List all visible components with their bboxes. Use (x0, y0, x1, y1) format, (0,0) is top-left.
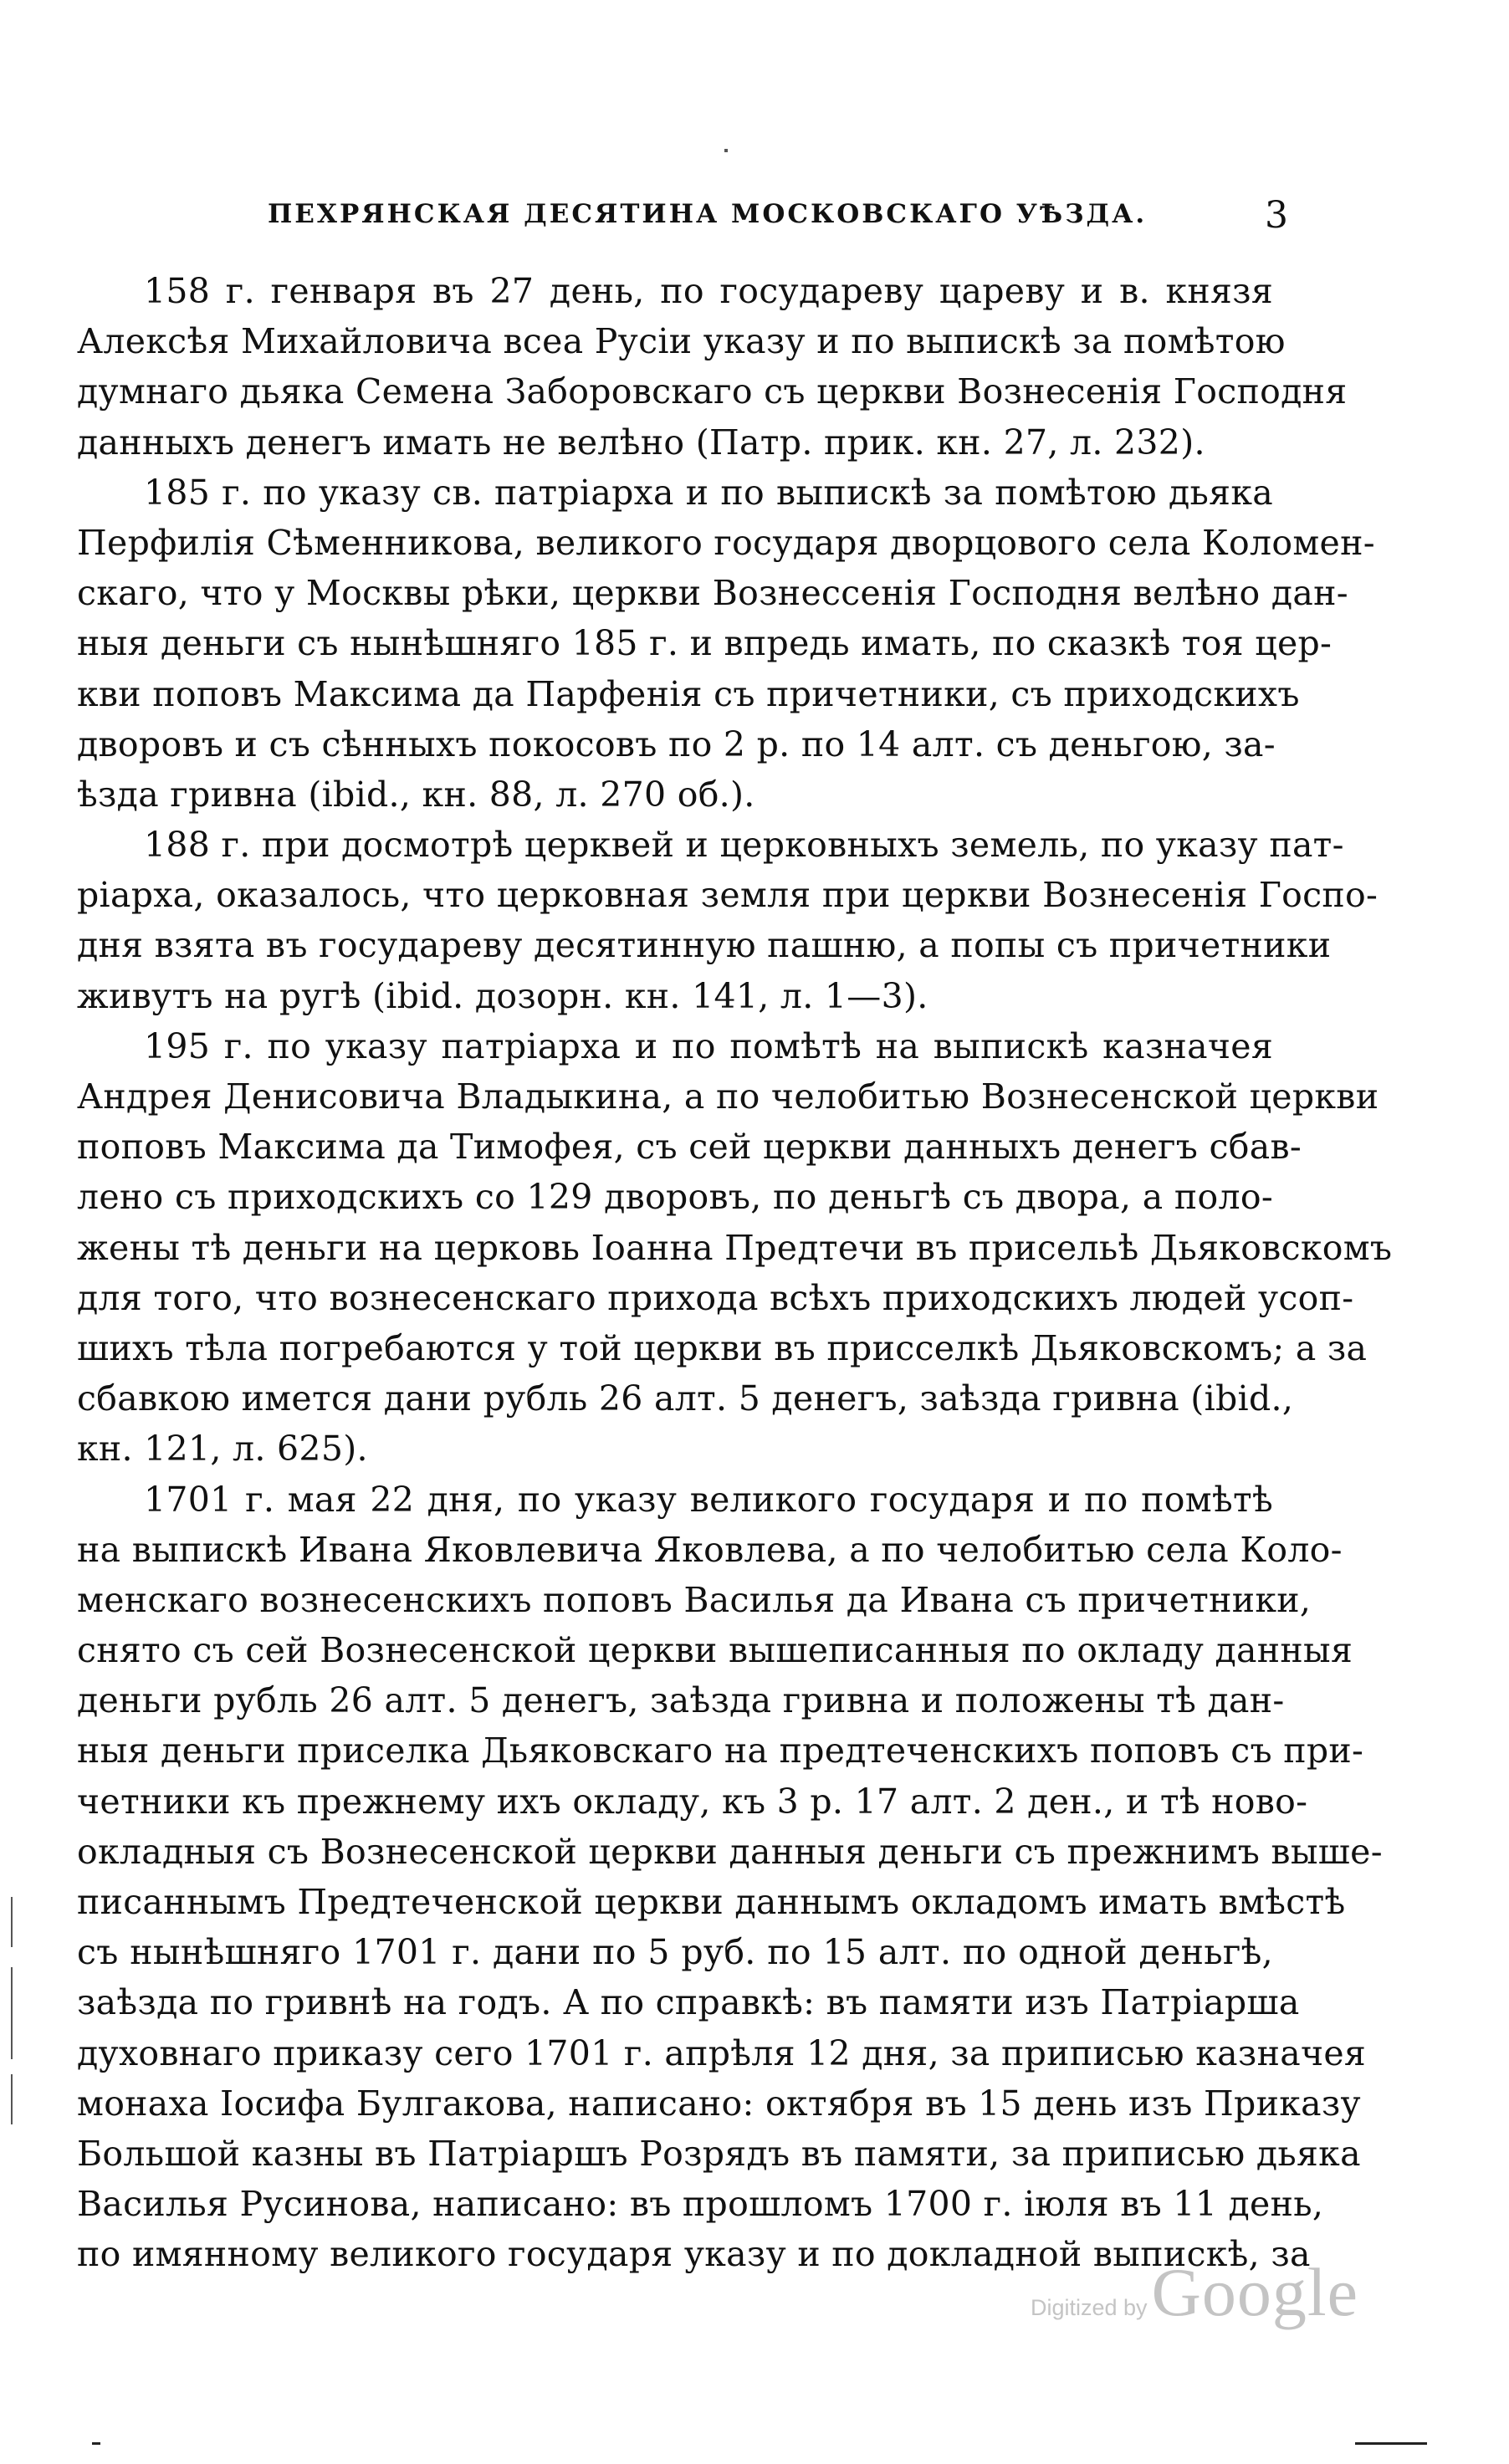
text-line: Алексѣя Михайловича всеа Русіи указу и по выпискѣ за помѣтою (77, 321, 1286, 362)
text-line: съ нынѣшняго 1701 г. дани по 5 руб. по 15 алт. по одной деньгѣ, (77, 1932, 1273, 1973)
text-line: ѣзда гривна (ibid., кн. 88, л. 270 об.). (77, 774, 755, 815)
bottom-right-rule (1355, 2442, 1427, 2445)
text-line: дня взята въ государеву десятинную пашню, а попы съ причетники (77, 925, 1332, 966)
text-line: ныя деньги съ нынѣшняго 185 г. и впредь имать, по сказкѣ тоя цер- (77, 623, 1333, 664)
text-line: менскаго вознесенскихъ поповъ Василья да Ивана съ причетники, (77, 1579, 1312, 1620)
text-line: четники къ прежнему ихъ окладу, къ 3 р. 17 алт. 2 ден., и тѣ ново- (77, 1781, 1308, 1822)
text-line: данныхъ денегъ имать не велѣно (Патр. прик. кн. 27, л. 232). (77, 422, 1205, 463)
text-line: думнаго дьяка Семена Заборовскаго съ церкви Вознесенія Господня (77, 371, 1348, 412)
text-line: духовнаго приказу сего 1701 г. апрѣля 12 дня, за приписью казначея (77, 2032, 1367, 2073)
text-line: Большой казны въ Патріаршъ Розрядъ въ памяти, за приписью дьяка (77, 2133, 1361, 2174)
text-line: писаннымъ Предтеченской церкви даннымъ окладомъ имать вмѣстѣ (77, 1882, 1346, 1922)
page-header (268, 194, 1288, 236)
text-line: Василья Русинова, написано: въ прошломъ 1700 г. іюля въ 11 день, (77, 2184, 1324, 2225)
text-line: ріарха, оказалось, что церковная земля при церкви Вознесенія Госпо- (77, 875, 1379, 916)
text-line: заѣзда по гривнѣ на годъ. А по справкѣ: въ памяти изъ Патріарша (77, 1982, 1300, 2023)
text-line: снято съ сей Вознесенской церкви вышеписанныя по окладу данныя (77, 1630, 1353, 1671)
text-line: на выпискѣ Ивана Яковлевича Яковлева, а по челобитью села Коло- (77, 1529, 1343, 1570)
running-title: ПЕХРЯНСКАЯ ДЕСЯТИНА МОСКОВСКАГО УѢЗДА. (268, 199, 1148, 229)
bottom-left-rule (92, 2442, 100, 2445)
text-line: 188 г. при досмотрѣ церквей и церковныхъ земель, по указу пат- (144, 825, 1344, 866)
text-line: кн. 121, л. 625). (77, 1429, 368, 1470)
text-line: для того, что вознесенскаго прихода всѣхъ приходскихъ людей усоп- (77, 1277, 1354, 1318)
text-line: Андрея Денисовича Владыкина, а по челобитью Вознесенской церкви (77, 1076, 1379, 1117)
text-line: шихъ тѣла погребаются у той церкви въ присселкѣ Дьяковскомъ; а за (77, 1327, 1368, 1368)
google-watermark (1031, 2253, 1365, 2329)
text-line: 185 г. по указу св. патріарха и по выпискѣ за помѣтою дьяка (144, 472, 1273, 513)
text-line: монаха Іосифа Булгакова, написано: октября въ 15 день изъ Приказу (77, 2083, 1361, 2124)
text-line: 1701 г. мая 22 дня, по указу великого государя и по помѣтѣ (144, 1479, 1273, 1520)
text-line: окладныя съ Вознесенской церкви данныя деньги съ прежнимъ выше- (77, 1831, 1383, 1872)
text-line: ныя деньги приселка Дьяковскаго на предтеченскихъ поповъ съ при- (77, 1730, 1364, 1771)
left-edge-mark (11, 2074, 13, 2124)
text-line: скаго, что у Москвы рѣки, церкви Вознессенія Господня велѣно дан- (77, 573, 1348, 614)
text-line: 195 г. по указу патріарха и по помѣтѣ на выпискѣ казначея (144, 1025, 1273, 1066)
text-line: кви поповъ Максима да Парфенія съ причетники, съ приходскихъ (77, 673, 1300, 714)
text-line: жены тѣ деньги на церковь Іоанна Предтечи въ присельѣ Дьяковскомъ (77, 1227, 1393, 1268)
text-line: поповъ Максима да Тимофея, съ сей церкви данныхъ денегъ сбав- (77, 1127, 1302, 1168)
top-dot (724, 149, 728, 152)
text-line: дворовъ и съ сѣнныхъ покосовъ по 2 р. по 14 алт. съ деньгою, за- (77, 723, 1276, 764)
text-line: по имянному великого государя указу и по докладной выпискѣ, за (77, 2234, 1311, 2275)
left-edge-mark (11, 1967, 13, 2059)
text-line: лено съ приходскихъ со 129 дворовъ, по деньгѣ съ двора, а поло- (77, 1177, 1273, 1218)
body-text (77, 266, 1393, 2280)
text-line: 158 г. генваря въ 27 день, по государеву цареву и в. князя (144, 271, 1273, 311)
google-logo: Google (1151, 2254, 1359, 2330)
text-line: Перфилія Сѣменникова, великого государя дворцового села Коломен- (77, 522, 1375, 563)
text-line: сбавкою имется дани рубль 26 алт. 5 денегъ, заѣзда гривна (ibid., (77, 1378, 1294, 1419)
page-number: 3 (1265, 194, 1288, 237)
left-edge-mark (11, 1897, 13, 1947)
text-line: живутъ на ругѣ (ibid. дозорн. кн. 141, л. 1—3). (77, 975, 928, 1016)
watermark-prefix: Digitized by (1031, 2295, 1148, 2320)
text-line: деньги рубль 26 алт. 5 денегъ, заѣзда гривна и положены тѣ дан- (77, 1680, 1285, 1721)
